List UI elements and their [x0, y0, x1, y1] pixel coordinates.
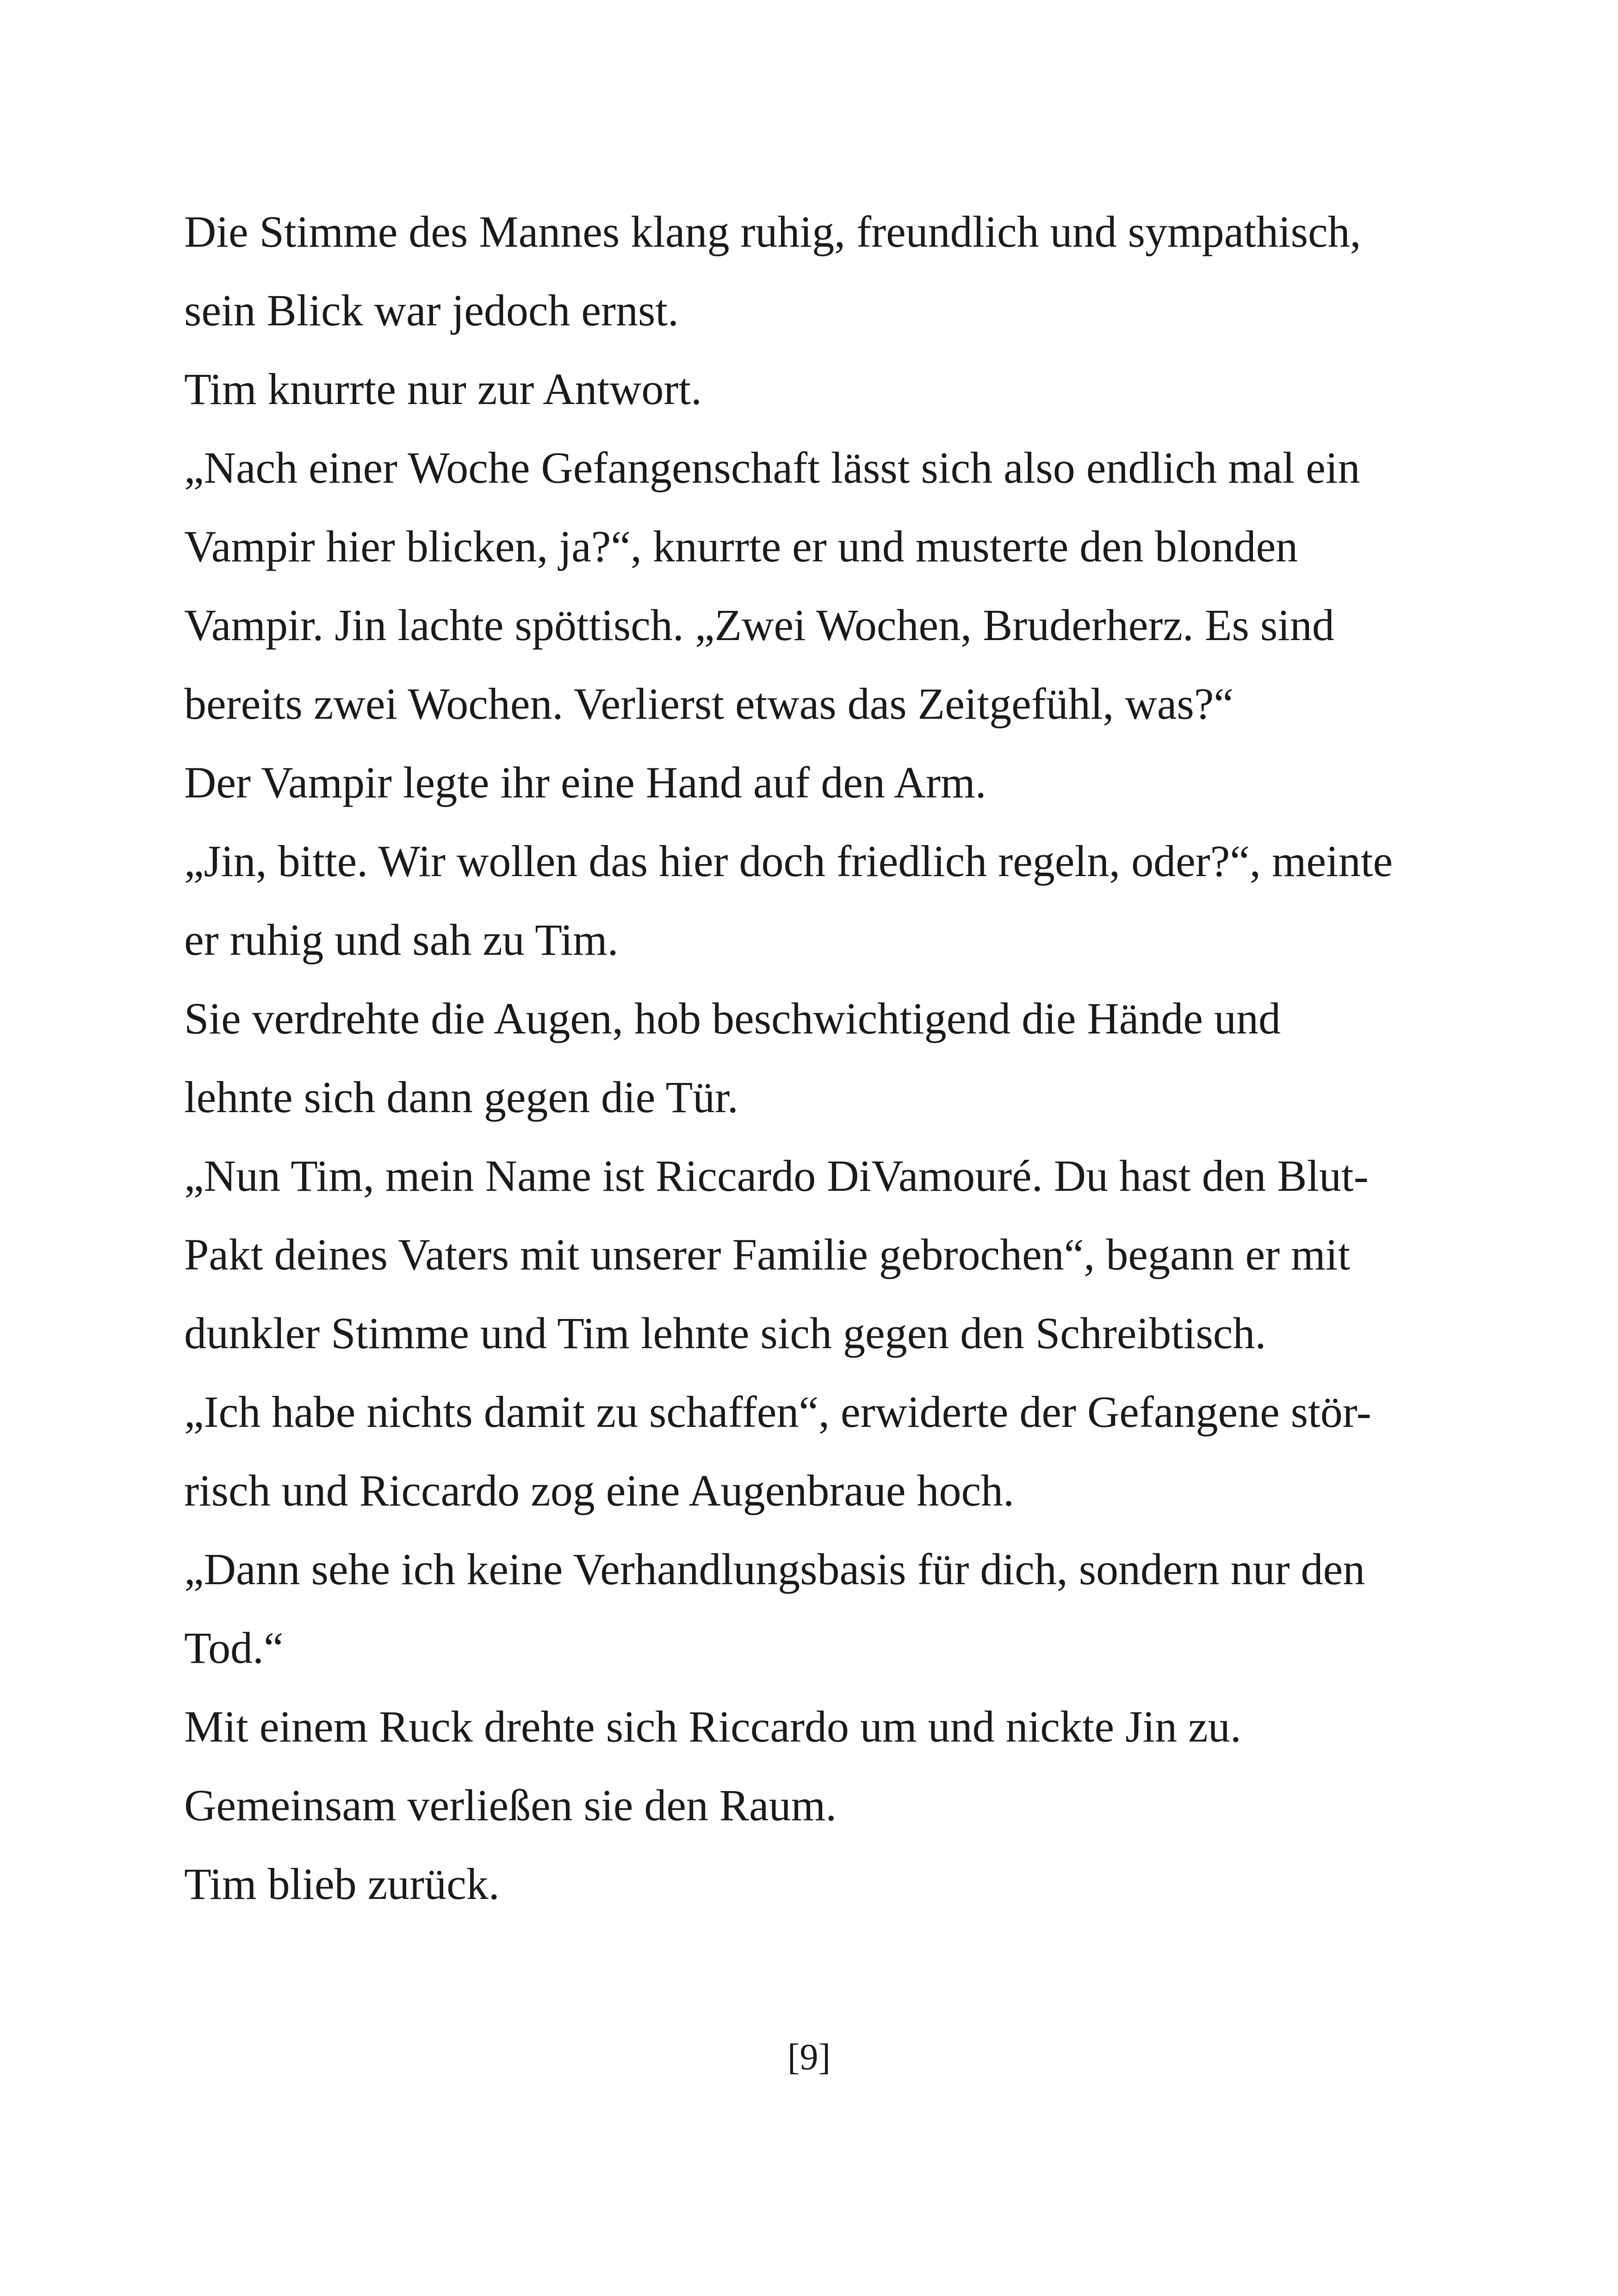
text-line: Sie verdrehte die Augen, hob beschwichtigend die Hände und: [184, 994, 1281, 1043]
text-line: Mit einem Ruck drehte sich Riccardo um und nickte Jin zu.: [184, 1702, 1241, 1751]
text-line: „Nun Tim, mein Name ist Riccardo DiVamouré. Du hast den Blut-: [184, 1151, 1369, 1201]
text-line: Tim blieb zurück.: [184, 1859, 500, 1909]
text-line: „Nach einer Woche Gefangenschaft lässt sich also endlich mal ein: [184, 443, 1360, 492]
text-line: bereits zwei Wochen. Verlierst etwas das Zeitgefühl, was?“: [184, 679, 1234, 728]
page-number: [9]: [787, 2037, 831, 2078]
text-line: Tod.“: [184, 1623, 284, 1673]
text-line: dunkler Stimme und Tim lehnte sich gegen den Schreibtisch.: [184, 1308, 1266, 1358]
text-line: „Ich habe nichts damit zu schaffen“, erwiderte der Gefangene stör-: [184, 1387, 1371, 1437]
text-line: Vampir. Jin lachte spöttisch. „Zwei Wochen, Bruderherz. Es sind: [184, 600, 1334, 650]
text-line: Tim knurrte nur zur Antwort.: [184, 364, 702, 414]
body-text: [184, 193, 1443, 1923]
text-line: Pakt deines Vaters mit unserer Familie gebrochen“, begann er mit: [184, 1230, 1351, 1279]
text-line: lehnte sich dann gegen die Tür.: [184, 1072, 738, 1122]
text-line: risch und Riccardo zog eine Augenbraue hoch.: [184, 1466, 1015, 1515]
text-line: er ruhig und sah zu Tim.: [184, 915, 619, 964]
text-line: „Dann sehe ich keine Verhandlungsbasis für dich, sondern nur den: [184, 1544, 1365, 1594]
text-line: sein Blick war jedoch ernst.: [184, 286, 679, 335]
text-line: Die Stimme des Mannes klang ruhig, freundlich und sympathisch,: [184, 207, 1361, 256]
text-line: Vampir hier blicken, ja?“, knurrte er und musterte den blonden: [184, 522, 1298, 571]
text-line: „Jin, bitte. Wir wollen das hier doch friedlich regeln, oder?“, meinte: [184, 836, 1393, 886]
text-line: Der Vampir legte ihr eine Hand auf den Arm.: [184, 758, 986, 807]
text-line: Gemeinsam verließen sie den Raum.: [184, 1780, 837, 1830]
